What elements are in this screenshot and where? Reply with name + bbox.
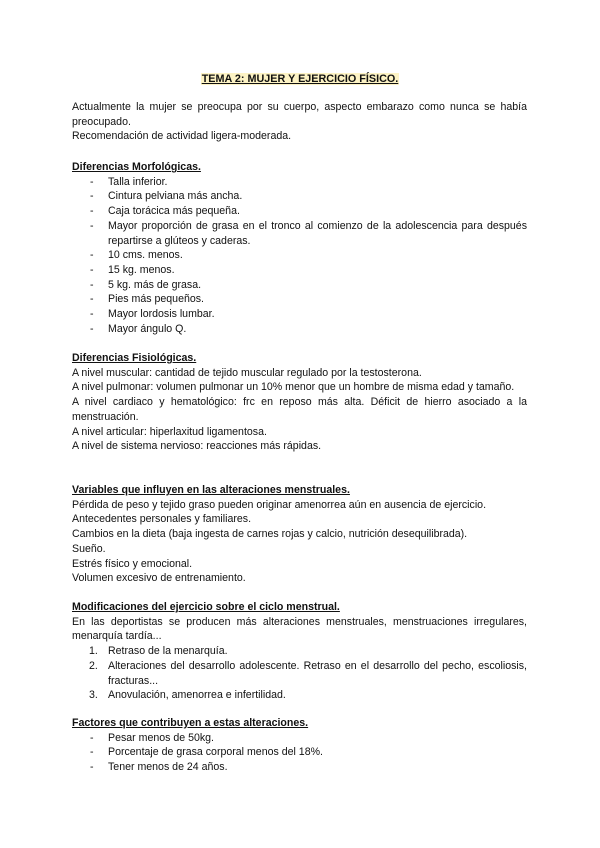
section-heading: Diferencias Morfológicas. (72, 161, 201, 173)
paragraph: A nivel muscular: cantidad de tejido muscular regulado por la testosterona. (72, 366, 422, 379)
intro-paragraph: Recomendación de actividad ligera-moderada. (72, 130, 292, 143)
list-number: 1. (89, 645, 98, 658)
list-item: - Pesar menos de 50kg. (72, 731, 527, 746)
morphological-section (72, 160, 527, 336)
physiological-section (72, 351, 527, 454)
section-heading: Factores que contribuyen a estas alteraciones. (72, 717, 309, 729)
title-text: TEMA 2: MUJER Y EJERCICIO FÍSICO. (201, 73, 399, 85)
list-text: Alteraciones del desarrollo adolescente. Retraso en el desarrollo del pecho, escoliosis, fracturas... (108, 659, 527, 687)
list-item: - 10 cms. menos. (72, 248, 527, 263)
list-number: 3. (89, 689, 98, 702)
list-item: - Talla inferior. (72, 175, 527, 190)
list-item: - Pies más pequeños. (72, 292, 527, 307)
paragraph: A nivel de sistema nervioso: reacciones más rápidas. (72, 440, 322, 453)
paragraph: Sueño. (72, 542, 106, 555)
paragraph: En las deportistas se producen más alteraciones menstruales, menstruaciones irregulares, menarquía tardía... (72, 615, 527, 643)
modifications-list (72, 644, 527, 703)
paragraph: A nivel articular: hiperlaxitud ligamentosa. (72, 425, 267, 438)
paragraph: A nivel cardiaco y hematológico: frc en reposo más alta. Déficit de hierro asociado a la menstruación. (72, 396, 527, 423)
morphological-list (72, 175, 527, 337)
section-heading: Diferencias Fisiológicas. (72, 352, 197, 364)
factors-list (72, 731, 527, 775)
list-item: - Mayor proporción de grasa en el tronco al comienzo de la adolescencia para después repartirse a glúteos y caderas. (72, 219, 527, 248)
section-heading: Modificaciones del ejercicio sobre el ciclo menstrual. (72, 601, 340, 613)
factors-section (72, 716, 527, 775)
list-item: - Tener menos de 24 años. (72, 760, 527, 775)
variables-section (72, 483, 527, 586)
list-number: 2. (89, 659, 98, 672)
paragraph: A nivel pulmonar: volumen pulmonar un 10% menor que un hombre de misma edad y tamaño. (72, 381, 515, 394)
paragraph: Estrés físico y emocional. (72, 557, 193, 570)
document-title (0, 72, 600, 86)
list-item: - Mayor ángulo Q. (72, 322, 527, 337)
list-item: - 5 kg. más de grasa. (72, 278, 527, 293)
intro-paragraph: Actualmente la mujer se preocupa por su cuerpo, aspecto embarazo como nunca se había preocupado. (72, 101, 527, 128)
section-heading: Variables que influyen en las alteraciones menstruales. (72, 484, 350, 496)
modifications-section (72, 600, 527, 703)
intro-section (72, 100, 527, 144)
list-item: - Porcentaje de grasa corporal menos del 18%. (72, 745, 527, 760)
paragraph: Pérdida de peso y tejido graso pueden originar amenorrea aún en ausencia de ejercicio. (72, 498, 487, 511)
paragraph: Antecedentes personales y familiares. (72, 513, 252, 526)
list-text: Anovulación, amenorrea e infertilidad. (108, 689, 286, 702)
list-text: Retraso de la menarquía. (108, 645, 228, 658)
paragraph: Cambios en la dieta (baja ingesta de carnes rojas y calcio, nutrición desequilibrada). (72, 528, 468, 541)
list-item: - 15 kg. menos. (72, 263, 527, 278)
list-item (72, 644, 527, 659)
list-item: - Caja torácica más pequeña. (72, 204, 527, 219)
list-item: - Cintura pelviana más ancha. (72, 189, 527, 204)
list-item: - Mayor lordosis lumbar. (72, 307, 527, 322)
paragraph: Volumen excesivo de entrenamiento. (72, 572, 246, 585)
list-item (72, 688, 527, 703)
list-item (72, 659, 527, 688)
